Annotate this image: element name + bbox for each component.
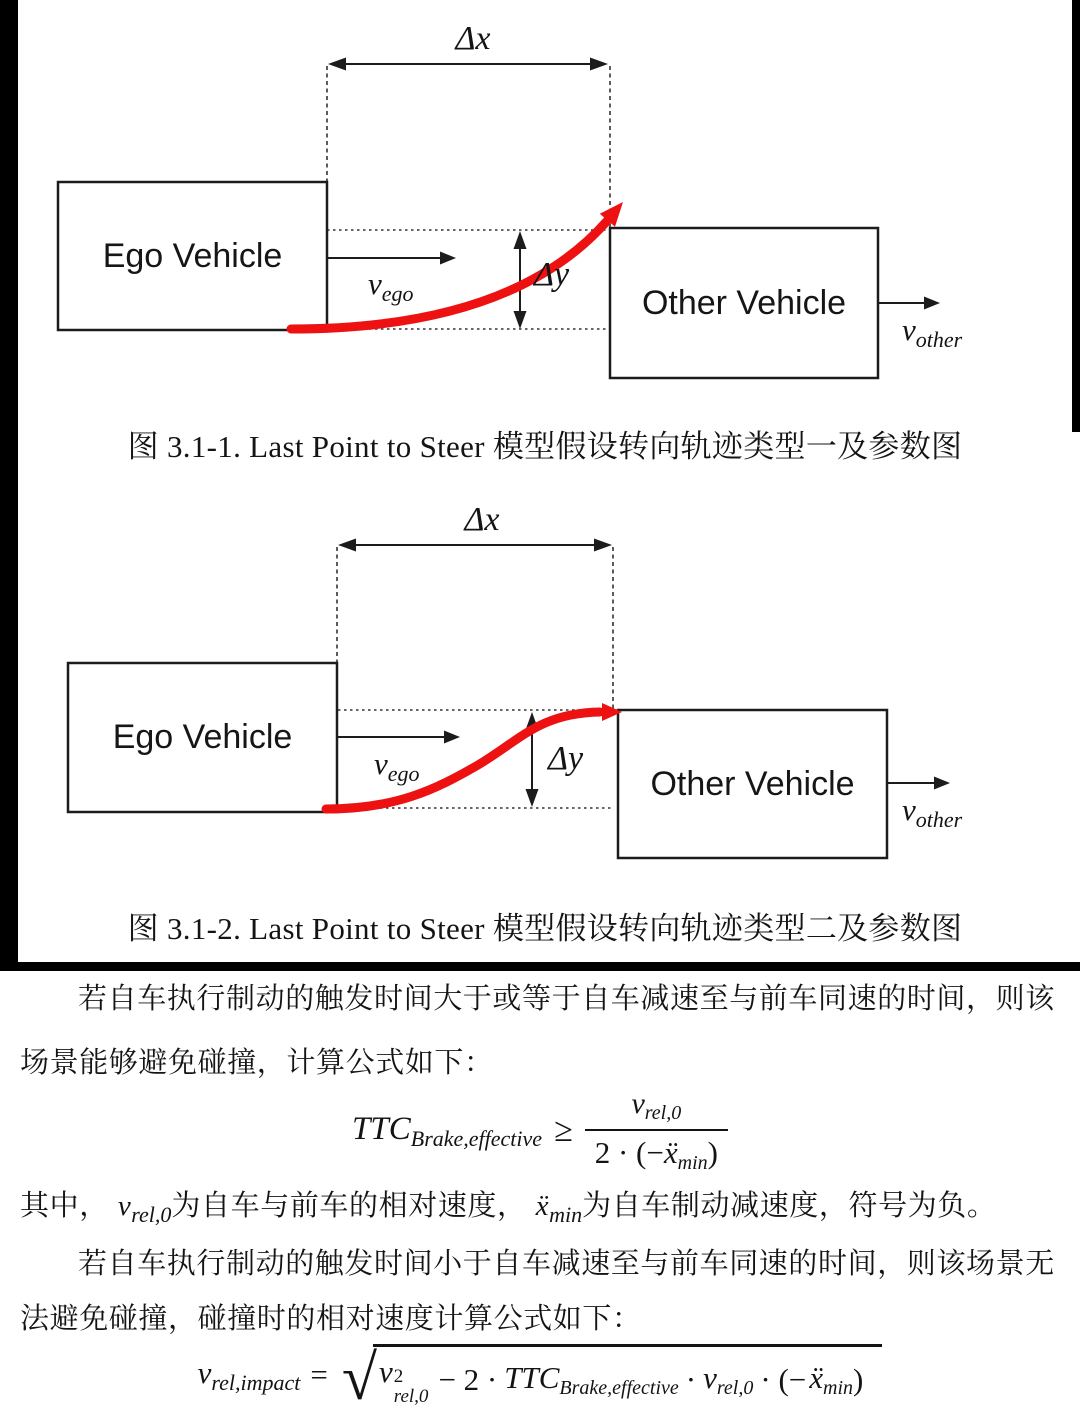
formula2-term3-sub: rel,0 [716, 1377, 754, 1400]
fig2-dx-arrowhead-right [594, 539, 612, 552]
where-vrel0-sub: rel,0 [131, 1202, 172, 1227]
fig2-vother-sub: other [915, 807, 963, 832]
formula2-term4-sub: min [823, 1377, 854, 1400]
where-xmin [535, 1190, 583, 1227]
formula2-term1 [379, 1354, 431, 1407]
fig1-ego-vehicle [58, 182, 327, 330]
fig2-other-vehicle-label: Other Vehicle [650, 764, 855, 803]
fig1-dy-arrowhead-top [514, 231, 527, 249]
fig1-vother-sub: other [915, 327, 963, 352]
formula2-lhs-sub: rel,impact [211, 1369, 301, 1395]
formula1-fraction [585, 1087, 728, 1175]
formula-vrel-impact [0, 1342, 1080, 1414]
formula2-term2 [504, 1360, 679, 1400]
fig1-other-vehicle [610, 228, 878, 378]
horizontal-divider-bar [0, 962, 1080, 971]
figure2-caption: 图 3.1-2. Last Point to Steer 模型假设转向轨迹类型二及参数图 [127, 911, 963, 946]
where-seg2: 为自车与前车的相对速度， [171, 1190, 527, 1222]
where-definitions-line [20, 1183, 997, 1228]
formula2-term1-base: v [379, 1354, 393, 1389]
fig1-other-vehicle-label: Other Vehicle [641, 283, 847, 322]
where-xmin-sub: min [549, 1202, 583, 1227]
formula1-den-sub: min [677, 1152, 708, 1174]
equals-sign: = [310, 1357, 328, 1393]
formula2-term1-supsub [394, 1367, 429, 1407]
fig2-ego-vehicle [68, 663, 337, 812]
fig1-ego-vehicle-label: Ego Vehicle [102, 236, 283, 275]
formula1-num-base: v [631, 1087, 645, 1120]
fig2-vego-base: v [374, 746, 388, 781]
formula2-op1: − 2 · [438, 1362, 498, 1398]
paragraph2-line1: 若自车执行制动的触发时间小于自车减速至与前车同速的时间，则该场景无 [78, 1248, 1055, 1280]
formula2-term2-sub: Brake,effective [559, 1377, 679, 1400]
fig1-vother-base: v [902, 312, 916, 347]
where-xmin-base: ẍ [535, 1190, 550, 1222]
fig2-dx-arrowhead-left [338, 539, 356, 552]
formula2-op3: · (− [760, 1362, 807, 1398]
where-seg3: 为自车制动减速度，符号为负。 [582, 1190, 997, 1222]
formula2-term4-base: ẍ [809, 1360, 824, 1396]
fig2-delta-x-label: Δx [464, 501, 500, 538]
fig1-vego-base: v [368, 266, 382, 301]
fig2-other-vehicle [618, 710, 887, 858]
paragraph1-line1: 若自车执行制动的触发时间大于或等于自车减速至与前车同速的时间，则该 [78, 983, 1055, 1015]
formula1-den-prefix: 2 · (− [594, 1135, 664, 1170]
fig2-vego-arrowhead [444, 731, 460, 744]
formula2-term3-base: v [703, 1360, 717, 1396]
fig1-delta-x-label: Δx [455, 20, 491, 57]
paragraph1-line2: 场景能够避免碰撞，计算公式如下： [20, 1047, 494, 1079]
formula2-term1-sup: 2 [393, 1366, 404, 1387]
fig1-dy-arrowhead-bottom [514, 311, 527, 329]
fig2-vother-arrowhead [934, 777, 950, 790]
formula1-lhs [352, 1111, 542, 1152]
fig2-vego-sub: ego [387, 761, 420, 786]
fig1-delta-y-label: Δy [534, 256, 570, 293]
geq-sign: ≥ [554, 1112, 573, 1149]
fig1-vego-arrowhead [440, 252, 456, 265]
fig1-vego-sub: ego [381, 281, 414, 306]
formula2-term2-base: TTC [504, 1360, 560, 1396]
fig2-vother-base: v [902, 792, 916, 827]
formula2-term3 [703, 1360, 753, 1400]
fig2-dy-arrowhead-bottom [526, 789, 539, 807]
formula1-lhs-sub: Brake,effective [410, 1125, 543, 1151]
formula2-lhs-base: v [197, 1354, 212, 1390]
fig1-vother-arrowhead [924, 297, 940, 310]
formula2-radicand [373, 1344, 882, 1407]
formula1-den-base: ẍ [663, 1135, 678, 1170]
formula2-term1-sub: rel,0 [393, 1385, 429, 1407]
where-vrel0-base: v [117, 1190, 132, 1222]
formula2-op2: · [685, 1362, 697, 1398]
fig2-delta-y-label: Δy [548, 740, 584, 777]
fig1-dx-arrowhead-left [328, 58, 346, 71]
paragraph2-line2: 法避免碰撞，碰撞时的相对速度计算公式如下： [20, 1303, 642, 1335]
fig1-vego-label [368, 266, 414, 307]
formula1-denominator [585, 1129, 728, 1175]
square-root-radical: √ [341, 1342, 378, 1414]
formula2-close-paren: ) [853, 1362, 864, 1398]
formula2-term4 [809, 1360, 853, 1400]
fig1-dx-arrowhead-right [590, 58, 608, 71]
where-seg1: 其中， [20, 1190, 109, 1222]
formula1-den-suffix: ) [707, 1135, 718, 1170]
fig2-ego-vehicle-label: Ego Vehicle [112, 718, 293, 756]
fig1-vother-label [902, 312, 962, 353]
formula2-lhs [198, 1355, 301, 1396]
fig2-vego-label [374, 746, 420, 787]
formula1-num-sub: rel,0 [644, 1102, 682, 1124]
formula-ttc-brake-effective [0, 1087, 1080, 1175]
figure1-caption: 图 3.1-1. Last Point to Steer 模型假设转向轨迹类型一及参数图 [127, 429, 963, 464]
fig2-vother-label [902, 792, 962, 833]
formula1-lhs-base: TTC [352, 1110, 411, 1147]
formula1-numerator [619, 1087, 693, 1129]
where-vrel0 [117, 1190, 172, 1227]
